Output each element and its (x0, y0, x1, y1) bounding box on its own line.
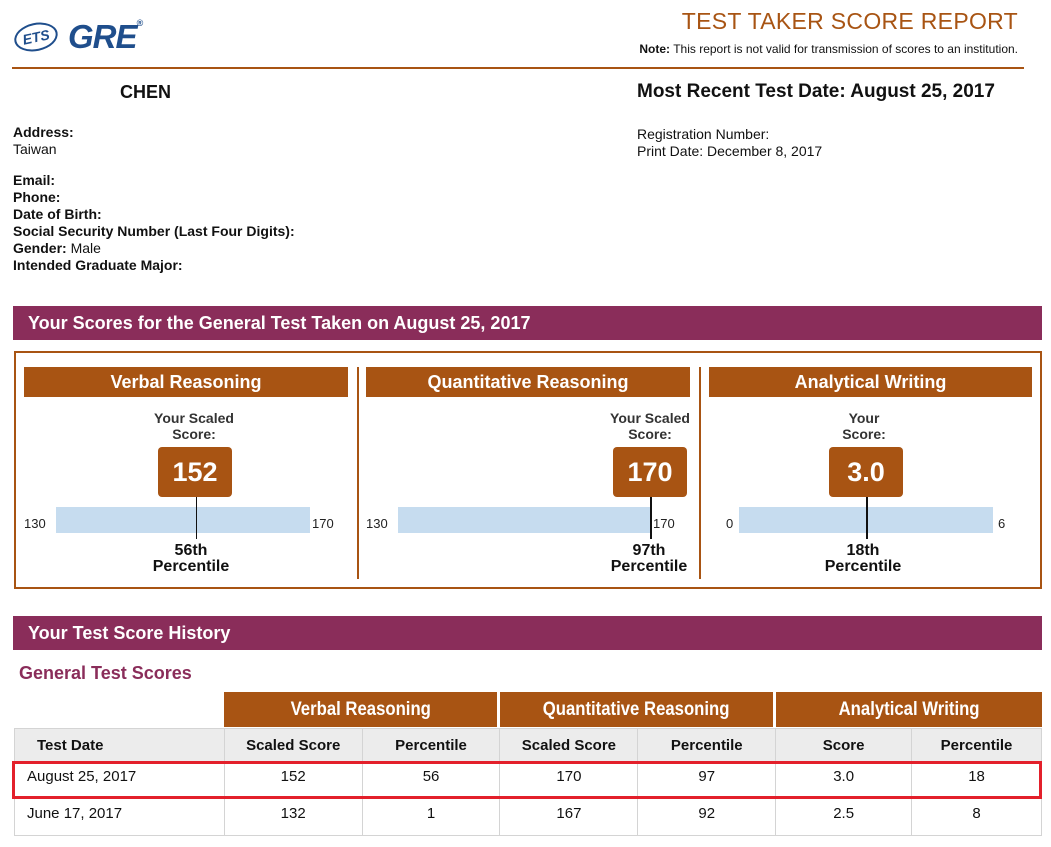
verbal-score-tick (196, 497, 198, 539)
scores-section-title: Your Scores for the General Test Taken on August 25, 2017 (13, 306, 1042, 340)
quant-percentile: 97th Percentile (610, 542, 688, 575)
most-recent-test-date: Most Recent Test Date: August 25, 2017 (637, 81, 995, 102)
major-label: Intended Graduate Major: (13, 257, 183, 273)
dob-label: Date of Birth: (13, 206, 102, 222)
table-cell: 170 (500, 762, 638, 799)
address-value: Taiwan (13, 141, 57, 157)
quant-scaled-label: Your Scaled Score: (610, 410, 690, 442)
verbal-header: Verbal Reasoning (24, 367, 348, 397)
writing-header: Analytical Writing (709, 367, 1032, 397)
table-cell: 97 (638, 762, 776, 799)
gre-logo: GRE® (68, 18, 143, 55)
table-cell: 8 (912, 799, 1042, 836)
email-label: Email: (13, 172, 56, 188)
writing-min-label: 0 (726, 516, 734, 531)
note-text: This report is not valid for transmission of scores to an institution. (673, 42, 1018, 56)
quant-score-tick (650, 497, 652, 539)
gender-value: Male (70, 240, 101, 256)
verbal-min-label: 130 (24, 516, 46, 531)
quant-header: Quantitative Reasoning (366, 367, 690, 397)
table-cell: 3.0 (776, 762, 912, 799)
column-header: Score (776, 729, 912, 762)
history-verbal-header: Verbal Reasoning (224, 692, 497, 727)
verbal-max-label: 170 (312, 516, 334, 531)
history-writing-header: Analytical Writing (776, 692, 1042, 727)
column-header: Scaled Score (224, 729, 362, 762)
writing-score-bubble: 3.0 (829, 447, 903, 497)
report-title: TEST TAKER SCORE REPORT (681, 8, 1018, 34)
history-section-title: Your Test Score History (13, 616, 1042, 650)
general-test-scores-title: General Test Scores (19, 663, 192, 683)
column-divider (699, 367, 701, 579)
address-label: Address: (13, 124, 74, 140)
quant-score-bubble: 170 (613, 447, 687, 497)
table-header-row (15, 729, 1042, 762)
verbal-score-bubble: 152 (158, 447, 232, 497)
table-cell: 152 (224, 762, 362, 799)
quant-min-label: 130 (366, 516, 388, 531)
table-cell: 92 (638, 799, 776, 836)
writing-score-label: Your Score: (842, 410, 886, 442)
ets-gre-logo (14, 18, 142, 56)
column-header: Test Date (15, 729, 225, 762)
report-info (637, 126, 822, 160)
column-divider (357, 367, 359, 579)
table-cell: June 17, 2017 (15, 799, 225, 836)
table-cell: 1 (362, 799, 500, 836)
print-date: Print Date: December 8, 2017 (637, 143, 823, 159)
column-header: Percentile (912, 729, 1042, 762)
table-cell: 56 (362, 762, 500, 799)
table-cell: 2.5 (776, 799, 912, 836)
writing-percentile: 18th Percentile (824, 542, 902, 575)
candidate-name: CHEN (120, 82, 172, 102)
report-note (639, 42, 1018, 56)
table-cell: 18 (912, 762, 1042, 799)
note-label: Note: (639, 42, 671, 56)
table-row (15, 799, 1042, 836)
registration-label: Registration Number: (637, 126, 770, 142)
writing-score-tick (866, 497, 868, 539)
ets-logo: ETS (12, 19, 61, 56)
highlight-box (12, 761, 1042, 799)
phone-label: Phone: (13, 189, 61, 205)
history-quant-header: Quantitative Reasoning (500, 692, 773, 727)
ssn-label: Social Security Number (Last Four Digits): (13, 223, 295, 239)
column-header: Percentile (362, 729, 500, 762)
header-divider (12, 67, 1024, 69)
table-cell: 167 (500, 799, 638, 836)
verbal-scaled-label: Your Scaled Score: (154, 410, 234, 442)
column-header: Percentile (638, 729, 776, 762)
writing-max-label: 6 (998, 516, 1006, 531)
verbal-percentile: 56th Percentile (152, 542, 230, 575)
quant-max-label: 170 (653, 516, 675, 531)
scores-panel (14, 351, 1042, 589)
column-header: Scaled Score (500, 729, 638, 762)
table-cell: August 25, 2017 (15, 762, 225, 799)
quant-score-bar (398, 507, 650, 533)
candidate-info (13, 124, 295, 274)
gender-label: Gender: (13, 240, 67, 256)
table-cell: 132 (224, 799, 362, 836)
verbal-score-bar (56, 507, 310, 533)
